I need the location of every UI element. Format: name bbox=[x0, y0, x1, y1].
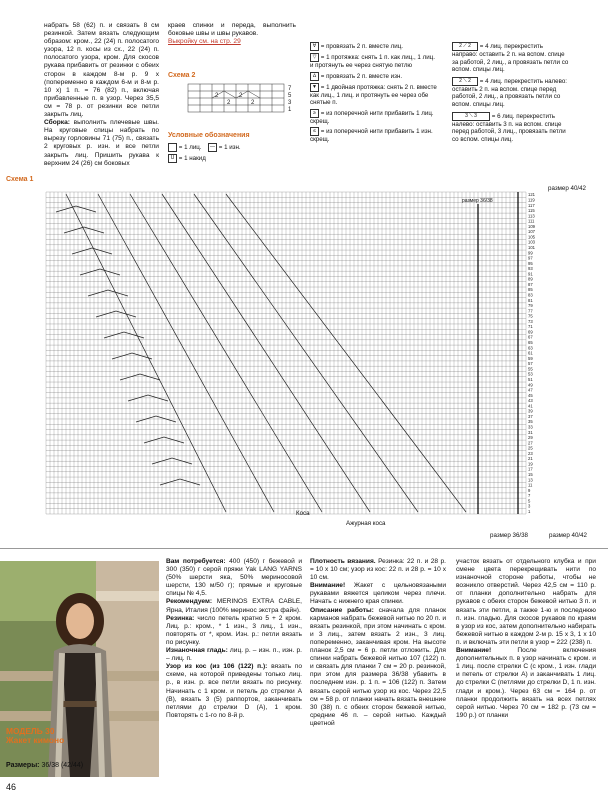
legend-p2tog bbox=[310, 72, 440, 81]
row-number-label: 41 bbox=[528, 403, 533, 409]
instructions-text: сначала для планок карманов набрать бежевой нитью по 20 п. и вязать резинкой, при этом начинать с кром. и 3 лиц., затем вязать 2 изн., 3 лиц. попеременно, заканчивая кром. На высоте планок 2,5 см = 6 р. петли отложить. Для спинки набрать бежевой нитью 107 (122) п. и связать для планки 7 см = 20 р. резинкой, при этом для размера 36/38 убавить в последнем изн. р. 1 п. = 106 (122) п. Затем вязать серой нитью узор из кос. Через 22,5 см = 58 р. от планки начать вязать внешние 30 (38) п. с обеих сторон бежевой нитью, средние 46 п. – серой нитью. Каждый цветной bbox=[310, 606, 446, 727]
bottom-text-column-2 bbox=[310, 558, 446, 728]
schema1-grid bbox=[44, 186, 544, 532]
rib-text: число петель кратно 5 + 2 кром. Лиц. р.: кром., * 1 изн., 3 лиц., 1 изн., повторять от *, кром. Изн. р.: петли вязать по рисунку. bbox=[166, 614, 302, 646]
row-number-label: 9 bbox=[528, 487, 531, 493]
legend-text: = 1 двойная протяжка: снять 2 п. вместе как лиц., 1 лиц. и протянуть ее через обе снятые п. bbox=[310, 83, 437, 107]
materials bbox=[166, 558, 302, 598]
attention bbox=[310, 582, 446, 606]
instructions-cont: участок вязать от отдельного клубка и при смене цвета перекрещивать нити по изнаночной стороне работы, чтобы не возникло отверстий. Через 42,5 см = 110 р. от планки дополнительно набрать для рукавов с обеих сторон бежевой нитью 3 п. и вязать эти петли, а также 1-ю и последнюю п. изн. гладью. Для скосов рукавов по краям в узор из кос, затем дополнительно набирать бежевой нитью в каждом 2-м р. 15 х 3, 1 х 10 п. и включать эти петли в узор = 222 (238) п. bbox=[456, 558, 596, 646]
row-number-label: 99 bbox=[528, 250, 533, 256]
cable-pattern bbox=[166, 663, 302, 720]
size-label-top: размер 40/42 bbox=[548, 185, 586, 192]
row-number-label: 47 bbox=[528, 387, 533, 393]
row-number-label: 105 bbox=[528, 234, 535, 240]
row-number-label: 19 bbox=[528, 461, 533, 467]
top-text-column-1 bbox=[44, 22, 159, 168]
yarnover-symbol-icon: U bbox=[168, 154, 177, 163]
row-number-label: 91 bbox=[528, 271, 533, 277]
legend-cable-right bbox=[452, 42, 570, 74]
make-one-purl-icon: ≤ bbox=[310, 127, 319, 136]
paragraph-assembly bbox=[44, 119, 159, 168]
legend-double-dec bbox=[310, 83, 440, 107]
row-number-label: 11 bbox=[528, 482, 533, 488]
row-number-label: 75 bbox=[528, 313, 533, 319]
pattern-link[interactable]: Выкройку см. на стр. 29 bbox=[168, 38, 241, 46]
cable-left-icon: 2 ⟍ 2 bbox=[452, 77, 478, 86]
legend-text: = 4 лиц. перекрестить налево: оставить 2 п. на вспом. спице перед работой, 2 лиц., а провязать петли со вспом. спицы лиц. bbox=[452, 77, 567, 108]
size-label-bottom-right: размер 40/42 bbox=[549, 532, 587, 539]
legend-text: = 6 лиц. перекрестить налево: оставить 3 п. на вспом. спице перед работой, 3 лиц., провязать петли со вспом. спицы лиц. bbox=[452, 112, 566, 143]
row-number-label: 3 bbox=[528, 503, 531, 509]
row-number-label: 57 bbox=[528, 361, 533, 367]
reverse-stockinette bbox=[166, 647, 302, 663]
row-number-label: 21 bbox=[528, 456, 533, 462]
model-name: Жакет кимоно bbox=[6, 735, 65, 745]
schema2-row-label: 7 bbox=[288, 86, 292, 92]
row-number-label: 39 bbox=[528, 408, 533, 414]
sizes-line bbox=[6, 762, 83, 769]
legend-text: = 4 лиц. перекрестить направо: оставить 2 п. на вспом. спице за работой, 2 лиц., а провязать петли со вспом. спицы лиц. bbox=[452, 43, 569, 74]
row-number-label: 49 bbox=[528, 382, 533, 388]
row-number-label: 113 bbox=[528, 213, 535, 219]
row-number-label: 71 bbox=[528, 324, 533, 330]
gauge-text: Резинка: 22 п. и 28 р. = 10 х 10 см; узор из кос: 22 п. и 28 р. = 10 х 10 см. bbox=[310, 558, 446, 582]
svg-text:2: 2 bbox=[251, 100, 255, 106]
row-number-label: 101 bbox=[528, 245, 535, 251]
sizes-label: Размеры: bbox=[6, 762, 40, 769]
row-number-label: 61 bbox=[528, 350, 533, 356]
row-number-label: 115 bbox=[528, 208, 535, 214]
row-number-label: 33 bbox=[528, 424, 533, 430]
page-number: 46 bbox=[6, 782, 17, 792]
knit-symbol-icon bbox=[168, 143, 177, 152]
legend-text: = из поперечной нити прибавить 1 лиц. скрещ. bbox=[310, 109, 434, 125]
model-number: МОДЕЛЬ 30 bbox=[6, 726, 55, 736]
legend-purl bbox=[208, 143, 241, 152]
row-number-label: 77 bbox=[528, 308, 533, 314]
attention-heading: Внимание! bbox=[310, 582, 346, 590]
rib-heading: Резинка: bbox=[166, 614, 195, 622]
sizes-value: 36/38 (42/44) bbox=[41, 762, 84, 769]
row-number-label: 97 bbox=[528, 255, 533, 261]
instructions bbox=[310, 607, 446, 728]
size-label-mid: размер 36/38 bbox=[462, 198, 493, 204]
row-number-label: 121 bbox=[528, 192, 535, 198]
grid-lines bbox=[46, 192, 526, 514]
cable-six-icon: 3 ⟍ 3 bbox=[452, 112, 490, 121]
purl-symbol-icon: — bbox=[210, 144, 215, 150]
cable-pattern-text: вязать по схеме, на которой приведены только лиц. р., в изн. р. все петли вязать по рисунку. Начинать с 1 кром. и петель до стрелки А (В), вязать 3 (5) раппортов, заканчивать петлями до стрелки D (A), 1 кром. Повторять с 1-го по 8-й р. bbox=[166, 663, 302, 719]
paragraph: набрать 58 (62) п. и связать 8 см резинкой. Затем вязать следующим образом: кром., 22 (24) п. полосатого узора, 12 п. косы из сх., 22 (24) п. полосатого узора, кром. Для скосов рукава прибавить от резинки с обеих сторон в каждом 8-м р. 9 х (попеременно в каждом 6-м и 8-м р. 10 х) 1 п. = 76 (82) п., включая прибавленные п. в узор. Через 35,5 см = 78 р. от резинки все петли закрыть лиц. bbox=[44, 22, 159, 119]
legend-title: Условные обозначения bbox=[168, 132, 250, 139]
row-number-label: 25 bbox=[528, 445, 533, 451]
label-cable: Коса bbox=[296, 510, 310, 517]
legend-cable-left bbox=[452, 77, 570, 109]
assembly-heading: Сборка: bbox=[44, 119, 70, 127]
svg-text:2: 2 bbox=[215, 93, 219, 99]
row-number-label: 109 bbox=[528, 223, 535, 229]
legend-text: = из поперечной нити прибавить 1 изн. скрещ. bbox=[310, 128, 433, 144]
row-number-label: 83 bbox=[528, 292, 533, 298]
row-number-label: 103 bbox=[528, 239, 535, 245]
top-text-column-2 bbox=[168, 22, 296, 46]
schema2-chart bbox=[168, 82, 300, 116]
row-number-label: 73 bbox=[528, 318, 533, 324]
row-number-label: 45 bbox=[528, 392, 533, 398]
row-number-label: 43 bbox=[528, 398, 533, 404]
schema1-title: Схема 1 bbox=[6, 176, 34, 183]
row-number-label: 65 bbox=[528, 340, 533, 346]
row-number-label: 111 bbox=[528, 218, 535, 224]
legend-text: = провязать 2 п. вместе изн. bbox=[320, 72, 403, 80]
row-number-label: 117 bbox=[528, 202, 535, 208]
assembly-text: выполнить плечевые швы. На круговые спицы набрать по вырезу горловины 71 (75) п., связать 2 круговых р. изн. и все петли закрыть лиц. Пришить рукава к верхним 24 (26) см боковых bbox=[44, 119, 159, 167]
row-number-label: 23 bbox=[528, 450, 533, 456]
legend-column-3 bbox=[310, 42, 440, 144]
row-number-label: 87 bbox=[528, 281, 533, 287]
double-decrease-icon: ▼ bbox=[310, 83, 319, 92]
legend-knit bbox=[168, 143, 202, 152]
legend-cable-6 bbox=[452, 112, 570, 144]
divider bbox=[0, 548, 608, 549]
make-one-knit-icon: ≥ bbox=[310, 109, 319, 118]
legend-text: = 1 накид bbox=[178, 155, 206, 163]
row-number-label: 17 bbox=[528, 466, 533, 472]
row-number-label: 59 bbox=[528, 355, 533, 361]
row-number-label: 37 bbox=[528, 413, 533, 419]
row-number-label: 69 bbox=[528, 329, 533, 335]
row-number-label: 107 bbox=[528, 229, 535, 235]
model-title bbox=[6, 727, 64, 745]
reverse-stockinette-text: лиц. р. – изн. п., изн. р. – лиц. п. bbox=[166, 647, 302, 663]
label-lace-cable: Ажурная коса bbox=[346, 520, 386, 527]
materials-heading: Вам потребуется: bbox=[166, 558, 226, 565]
cable-pattern-heading: Узор из кос (из 106 (122) п.): bbox=[166, 663, 268, 671]
schema1-chart bbox=[44, 186, 544, 532]
materials-text: 400 (450) г бежевой и 300 (350) г серой пряжи Yak LANG YARNS (50% шерсти яка, 50% мериносовой шерсти, 130 м/50 г); прямые и круговые спицы № 4,5. bbox=[166, 558, 303, 598]
size-label-bottom-left: размер 36/38 bbox=[490, 532, 528, 539]
legend-k2tog bbox=[310, 42, 440, 51]
legend-m1p bbox=[310, 127, 440, 144]
row-number-label: 55 bbox=[528, 366, 533, 372]
row-number-label: 79 bbox=[528, 303, 533, 309]
row-number-label: 27 bbox=[528, 440, 533, 446]
row-number-label: 81 bbox=[528, 297, 533, 303]
reverse-stockinette-heading: Изнаночная гладь: bbox=[166, 647, 228, 655]
attention-2 bbox=[456, 647, 596, 720]
gauge bbox=[310, 558, 446, 582]
row-number-label: 35 bbox=[528, 419, 533, 425]
legend-ssk bbox=[310, 53, 440, 70]
instructions-heading: Описание работы: bbox=[310, 606, 374, 614]
attention-text: Жакет с цельновязаными рукавами вяжется целиком через плечи. Начать с нижнего края спинки. bbox=[310, 582, 446, 606]
gauge-heading: Плотность вязания. bbox=[310, 558, 376, 565]
cable-right-icon: 2 ⟋ 2 bbox=[452, 42, 478, 51]
ssk-icon: ▽ bbox=[310, 53, 319, 62]
bottom-text-column-3 bbox=[456, 558, 596, 720]
schema2-row-label: 5 bbox=[288, 93, 292, 99]
legend-text: = 1 изн. bbox=[218, 144, 241, 152]
legend-text: = 1 протяжка: снять 1 п. как лиц., 1 лиц. и протянуть ее через снятую петлю bbox=[310, 54, 435, 69]
row-number-label: 95 bbox=[528, 260, 533, 266]
row-number-label: 93 bbox=[528, 266, 533, 272]
attention-2-heading: Внимание! bbox=[456, 647, 492, 655]
row-number-label: 119 bbox=[528, 197, 535, 203]
row-number-label: 53 bbox=[528, 371, 533, 377]
recommend-text: MERINOS EXTRA CABLE, Ярна, Италия (100% мериноc экстра файн). bbox=[166, 598, 302, 614]
svg-text:2: 2 bbox=[239, 93, 243, 99]
bottom-text-column-1 bbox=[166, 558, 302, 720]
recommend-heading: Рекомендуем: bbox=[166, 598, 213, 606]
k2tog-icon: ∀ bbox=[310, 42, 319, 51]
rib bbox=[166, 615, 302, 647]
recommend bbox=[166, 598, 302, 614]
row-number-label: 29 bbox=[528, 435, 533, 441]
legend-text: = 1 лиц. bbox=[178, 144, 202, 152]
schema2-row-label: 1 bbox=[288, 107, 292, 113]
row-number-label: 89 bbox=[528, 276, 533, 282]
row-number-label: 5 bbox=[528, 498, 531, 504]
row-number-label: 85 bbox=[528, 287, 533, 293]
paragraph: краев спинки и переда, выполнить боковые швы и швы рукавов. bbox=[168, 22, 296, 38]
p2tog-icon: ∆ bbox=[310, 72, 319, 81]
schema2-title: Схема 2 bbox=[168, 72, 196, 79]
row-number-label: 67 bbox=[528, 334, 533, 340]
legend-m1 bbox=[310, 109, 440, 126]
row-number-label: 7 bbox=[528, 493, 531, 499]
row-number-label: 31 bbox=[528, 429, 533, 435]
attention-2-text: После включения дополнительных п. в узор начинать с кром. и 1 лиц. после стрелки С (с кром., 1 изн. глади и петель от стрелки А) и заканчивать 1 лиц. до стрелки С (петлями до стрелки D, 1 п. изн. глади и кром.). Через 63 см = 164 р. от планки продолжить вязать на всех петлях серой нитью. Через 70 см = 182 р. (73 см = 190 р.) от планки bbox=[456, 647, 596, 719]
cable-diagonals bbox=[56, 194, 466, 512]
row-number-label: 13 bbox=[528, 477, 533, 483]
row-number-label: 15 bbox=[528, 471, 533, 477]
legend-column-4 bbox=[452, 42, 570, 143]
row-number-label: 63 bbox=[528, 345, 533, 351]
legend-text: = провязать 2 п. вместе лиц. bbox=[320, 43, 403, 51]
svg-text:2: 2 bbox=[227, 100, 231, 106]
row-number-label: 51 bbox=[528, 376, 533, 382]
row-number-label: 1 bbox=[528, 508, 531, 514]
schema2-row-label: 3 bbox=[288, 100, 292, 106]
legend-yarnover bbox=[168, 154, 206, 163]
